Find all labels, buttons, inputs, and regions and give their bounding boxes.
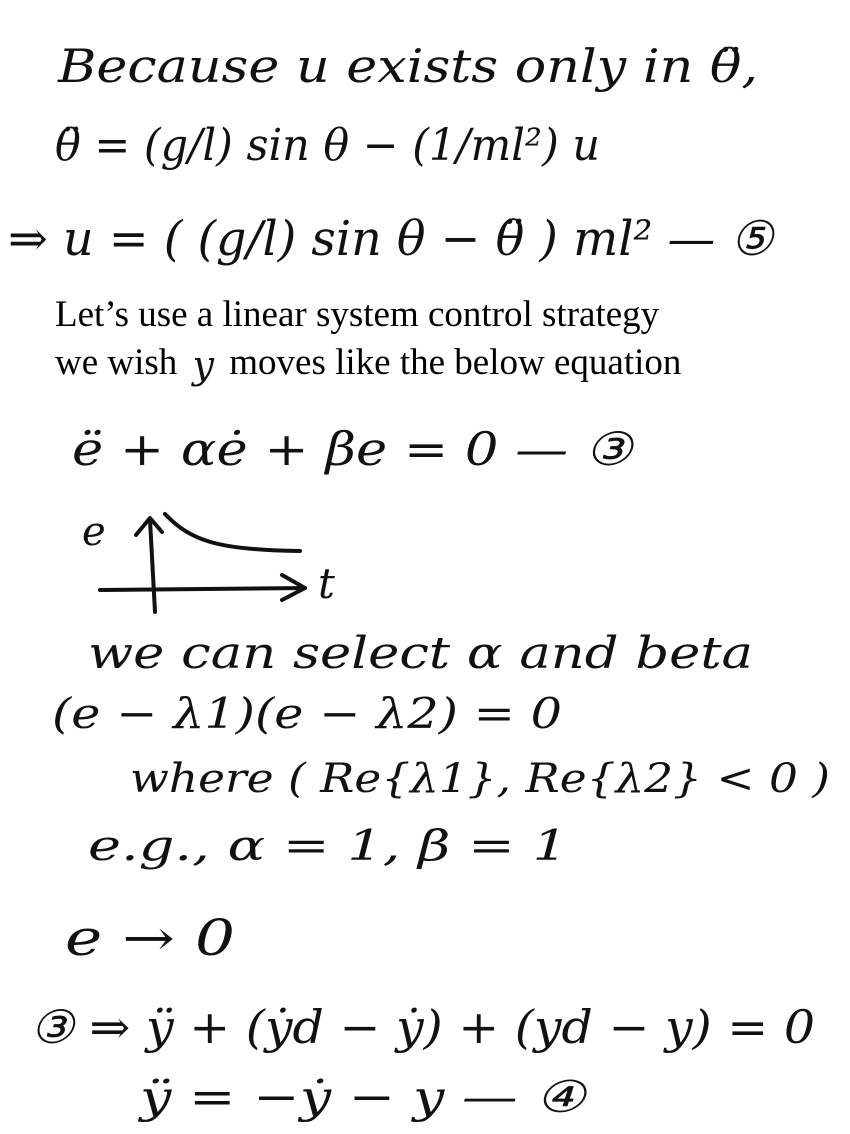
handwritten-roots-line: (e − λ1)(e − λ2) = 0	[52, 689, 562, 738]
sketch-axis-label-e: e	[82, 509, 106, 555]
handwritten-equation-4: ÿ = −ẏ − y — ④	[137, 1072, 589, 1123]
handwritten-where-line: where ( Re{λ1}, Re{λ2} < 0 )	[130, 756, 830, 802]
sketch-axis-label-t: t	[318, 559, 335, 608]
handwritten-substitution-line: ③ ⇒ ÿ + (ẏd − ẏ) + (yd − y) = 0	[30, 1000, 815, 1054]
typed-wish-line	[55, 342, 682, 387]
handwritten-line-1: Because u exists only in θ̈,	[56, 39, 759, 93]
sketch-error-axis	[150, 520, 155, 612]
sketch-decay-curve	[165, 514, 300, 551]
handwritten-y-symbol: y	[192, 343, 215, 387]
sketch-time-axis	[100, 588, 305, 590]
handwritten-line-3: ⇒ u = ( (g/l) sin θ − θ̈ ) ml² — ⑤	[8, 211, 776, 267]
handwritten-line-2: θ̈ = (g/l) sin θ − (1/ml²) u	[55, 120, 600, 171]
handwritten-example-line: e.g., α = 1, β = 1	[88, 821, 568, 870]
typed-wish-prefix: we wish	[55, 342, 178, 383]
typed-strategy-line: Let’s use a linear system control strategy	[55, 294, 660, 335]
handwritten-select-line: we can select α and beta	[88, 628, 753, 679]
handwritten-equation-3: ë + αė + βe = 0 — ③	[72, 422, 636, 476]
error-decay-sketch	[82, 509, 335, 612]
typed-wish-suffix: moves like the below equation	[229, 342, 682, 383]
handwritten-converge-line: e → 0	[65, 909, 235, 967]
